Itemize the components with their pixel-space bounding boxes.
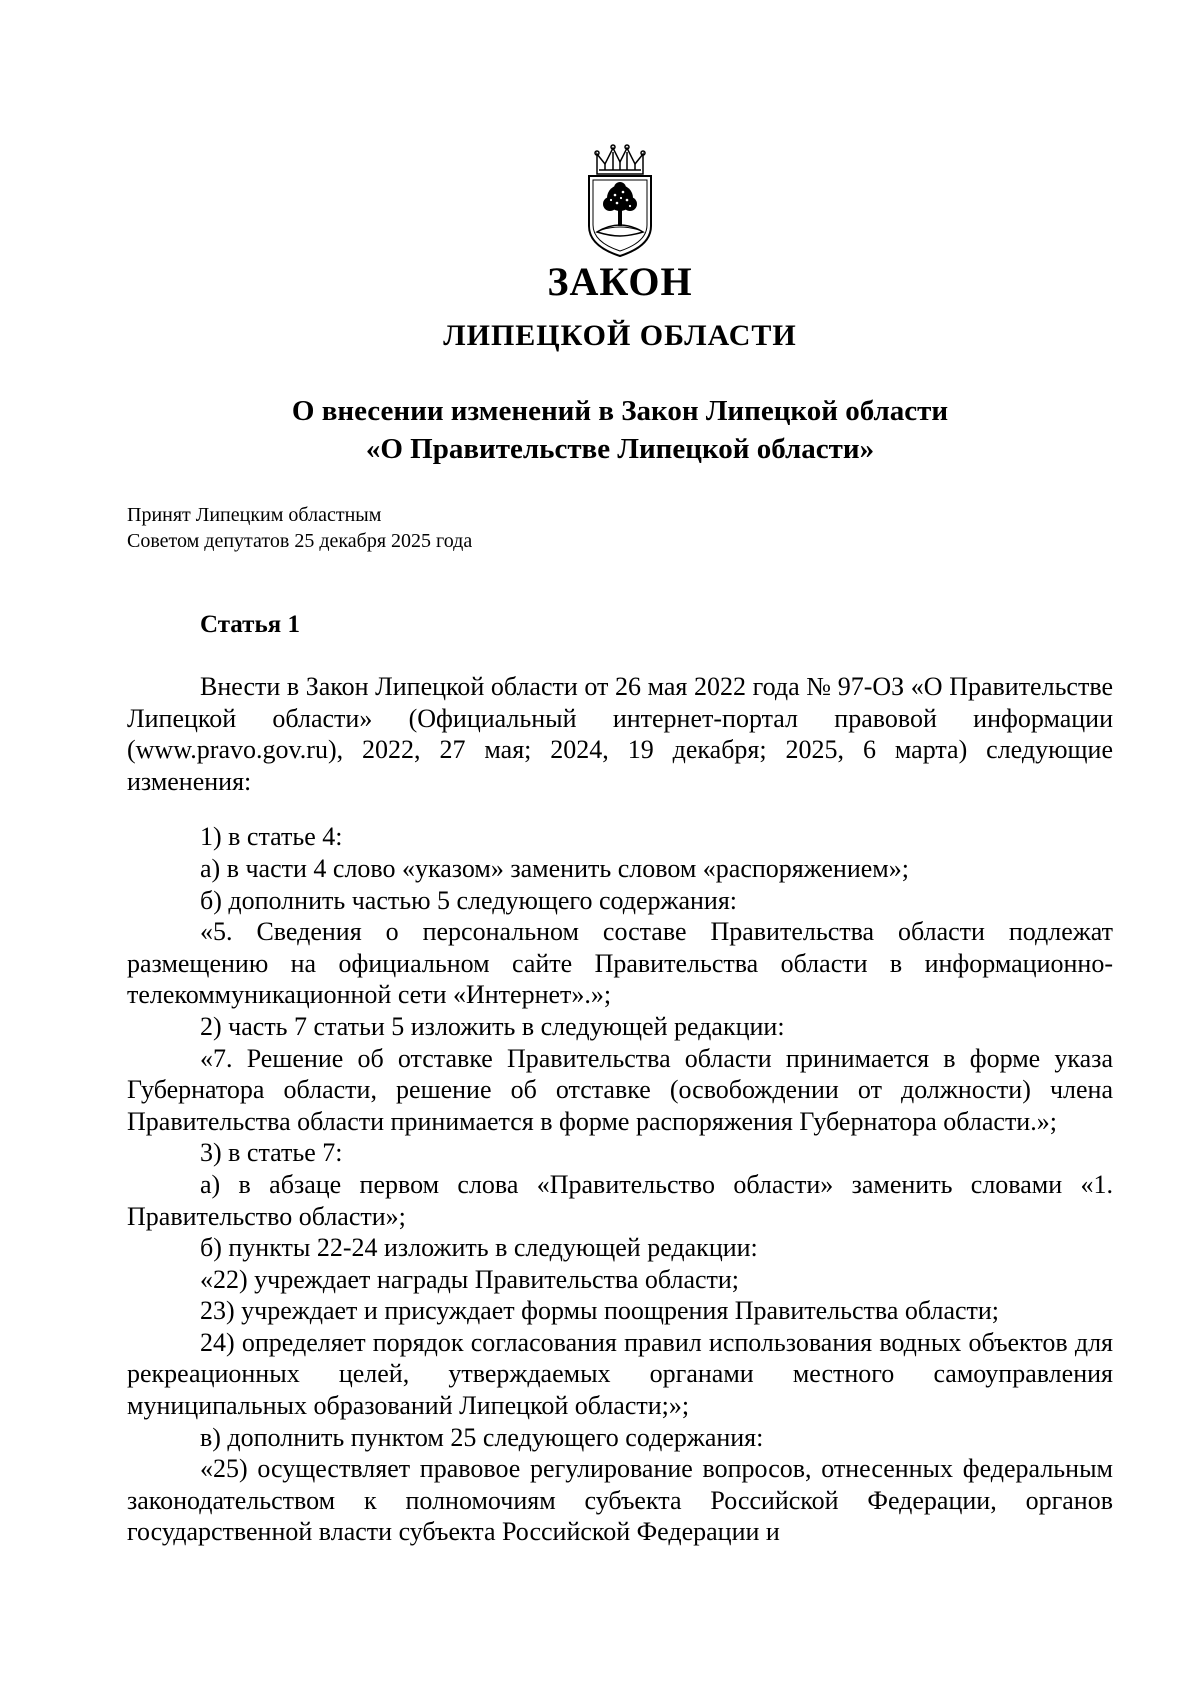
body-paragraph: а) в абзаце первом слова «Правительство области» заменить словами «1. Правительство области»; bbox=[127, 1169, 1113, 1231]
adoption-note bbox=[127, 502, 472, 554]
body-paragraph: «25) осуществляет правовое регулирование вопросов, отнесенных федеральным законодательством к полномочиям субъекта Российской Федерации, органов государственной власти субъекта Российской Федерации и bbox=[127, 1454, 1113, 1547]
body-paragraph: б) дополнить частью 5 следующего содержания: bbox=[200, 885, 738, 915]
adoption-note-line-1: Принят Липецким областным bbox=[127, 504, 382, 526]
article-body bbox=[127, 671, 1113, 1548]
coat-of-arms-icon bbox=[575, 140, 665, 260]
body-paragraph: «5. Сведения о персональном составе Правительства области подлежат размещению на официальном сайте Правительства области в информационно-телекоммуникационной сети «Интернет».»; bbox=[127, 917, 1113, 1010]
adoption-note-line-2: Советом депутатов 25 декабря 2025 года bbox=[127, 530, 473, 552]
body-paragraph: 23) учреждает и присуждает формы поощрения Правительства области; bbox=[200, 1296, 1000, 1326]
law-heading-line-2: «О Правительстве Липецкой области» bbox=[365, 433, 875, 465]
body-paragraph: 24) определяет порядок согласования правил использования водных объектов для рекреационных целей, утверждаемых органами местного самоуправления муниципальных образований Липецкой области;»; bbox=[127, 1327, 1113, 1421]
body-paragraph: «7. Решение об отставке Правительства области принимается в форме указа Губернатора области, решение об отставке (освобождении от должности) члена Правительства области принимается в форме распоряжения Губернатора области.»; bbox=[127, 1043, 1113, 1136]
body-paragraph: б) пункты 22-24 изложить в следующей редакции: bbox=[200, 1233, 758, 1263]
body-paragraph: 3) в статье 7: bbox=[200, 1138, 343, 1168]
body-paragraph: а) в части 4 слово «указом» заменить словом «распоряжением»; bbox=[200, 853, 909, 883]
body-paragraph: 2) часть 7 статьи 5 изложить в следующей редакции: bbox=[200, 1011, 785, 1041]
law-heading-line-1: О внесении изменений в Закон Липецкой области bbox=[291, 395, 949, 427]
document-title: ЗАКОН bbox=[547, 259, 693, 304]
law-heading bbox=[0, 392, 1200, 468]
body-paragraph: Внести в Закон Липецкой области от 26 мая 2022 года № 97-ОЗ «О Правительстве Липецкой области» (Официальный интернет-портал правовой информации (www.pravo.gov.ru), 2022, 27 мая; 2024, 19 декабря; 2025, 6 марта) следующие изменения: bbox=[127, 672, 1113, 796]
body-paragraph: «22) учреждает награды Правительства области; bbox=[200, 1264, 740, 1294]
body-paragraph: 1) в статье 4: bbox=[200, 822, 343, 852]
article-title: Статья 1 bbox=[200, 611, 300, 638]
document-subtitle: ЛИПЕЦКОЙ ОБЛАСТИ bbox=[443, 319, 797, 352]
body-paragraph: в) дополнить пунктом 25 следующего содержания: bbox=[200, 1422, 764, 1452]
